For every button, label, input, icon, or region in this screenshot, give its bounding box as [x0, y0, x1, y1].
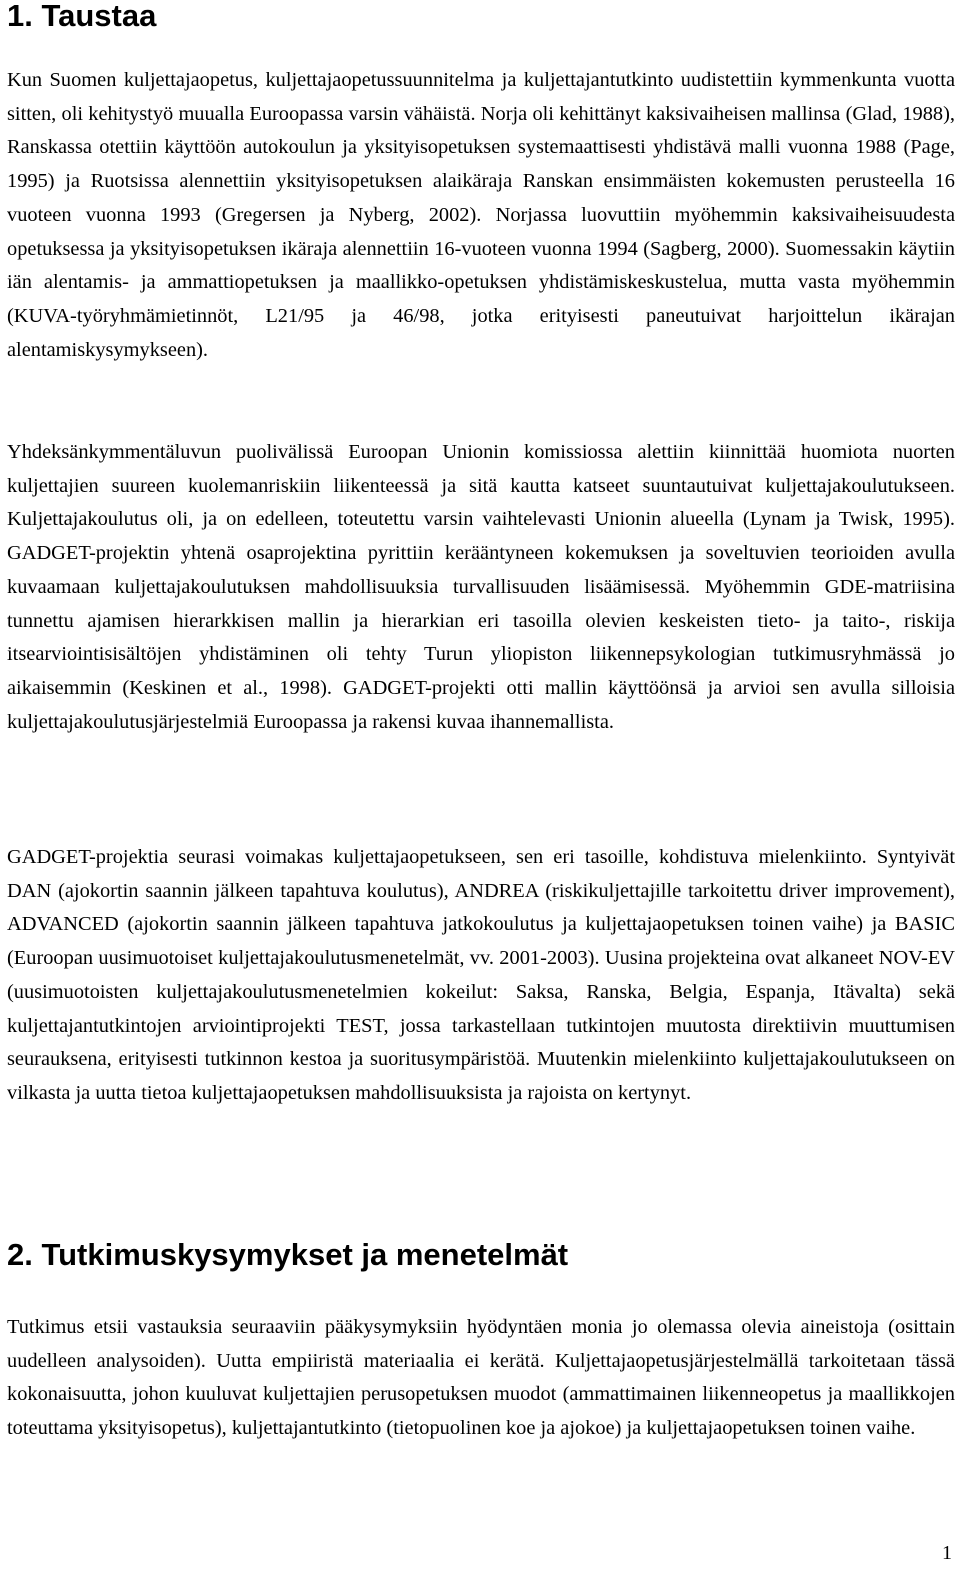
page-number: 1 — [942, 1542, 952, 1564]
section-1-heading: 1. Taustaa — [7, 0, 157, 33]
section-1-paragraph-3: GADGET-projektia seurasi voimakas kuljettajaopetukseen, sen eri tasoille, kohdistuva mielenkiinto. Syntyivät DAN (ajokortin saannin jälkeen tapahtuva koulutus), ANDREA (riskikuljettajille tarkoitettu driver improvement), ADVANCED (ajokortin saannin jälkeen tapahtuva jatkokoulutus ja kuljettajaopetuksen toinen vaihe) ja BASIC (Euroopan uusimuotoiset kuljettajakoulutusmenetelmät, vv. 2001-2003). Uusina projekteina ovat alkaneet NOV-EV (uusimuotoisten kuljettajakoulutusmenetelmien kokeilut: Saksa, Ranska, Belgia, Espanja, Itävalta) sekä kuljettajantutkintojen arviointiprojekti TEST, jossa tarkastellaan tutkintojen muutosta direktiivin muuttumisen seurauksena, erityisesti tutkinnon kestoa ja suoritusympäristöä. Muutenkin mielenkiinto kuljettajakoulutukseen on vilkasta ja uutta tietoa kuljettajaopetuksen mahdollisuuksista ja rajoista on kertynyt. — [7, 846, 955, 1104]
section-2-paragraph-1: Tutkimus etsii vastauksia seuraaviin pääkysymyksiin hyödyntäen monia jo olemassa olevia aineistoja (osittain uudelleen analysoiden). Uutta empiiristä materiaalia ei kerätä. Kuljettajaopetusjärjestelmällä tarkoitetaan tässä kokonaisuutta, johon kuuluvat kuljettajien perusopetuksen muodot (ammattimainen liikenneopetus ja maallikkojen toteuttama yksityisopetus), kuljettajantutkinto (tietopuolinen koe ja ajokoe) ja kuljettajaopetuksen toinen vaihe. — [7, 1316, 955, 1440]
section-1-paragraph-1: Kun Suomen kuljettajaopetus, kuljettajaopetussuunnitelma ja kuljettajantutkinto uudistettiin kymmenkunta vuotta sitten, oli kehitystyö muualla Euroopassa varsin vähäistä. Norja oli kehittänyt kaksivaiheisen mallinsa (Glad, 1988), Ranskassa otettiin käyttöön autokoulun ja yksityisopetuksen systemaattisesti yhdistävä malli vuonna 1988 (Page, 1995) ja Ruotsissa alennettiin yksityisopetuksen alaikäraja Ranskan ensimmäisten kokemusten perusteella 16 vuoteen vuonna 1993 (Gregersen ja Nyberg, 2002). Norjassa luovuttiin myöhemmin kaksivaiheisuudesta opetuksessa ja yksityisopetuksen ikäraja alennettiin 16-vuoteen vuonna 1994 (Sagberg, 2000). Suomessakin käytiin iän alentamis- ja ammattiopetuksen ja maallikko-opetuksen yhdistämiskeskustelua, mutta vasta myöhemmin (KUVA-työryhmämietinnöt, L21/95 ja 46/98, jotka erityisesti paneutuivat harjoittelun ikärajan alentamiskysymykseen). — [7, 69, 955, 361]
section-1-paragraph-2: Yhdeksänkymmentäluvun puolivälissä Euroopan Unionin komissiossa alettiin kiinnittää huomiota nuorten kuljettajien suureen kuolemanriskiin liikenteessä ja sitä kautta katseet suuntautuivat kuljettajakoulutukseen. Kuljettajakoulutus oli, ja on edelleen, toteutettu varsin vaihtelevasti Unionin alueella (Lynam ja Twisk, 1995). GADGET-projektin yhtenä osaprojektina pyrittiin kerääntyneen kokemuksen ja soveltuvien teorioiden avulla kuvaamaan kuljettajakoulutuksen mahdollisuuksia turvallisuuden lisäämisessä. Myöhemmin GDE-matriisina tunnettu ajamisen hierarkkisen mallin ja hierarkian eri tasoilla olevien keskeisten tieto- ja taito-, riskija itsearviointisisältöjen yhdistäminen oli tehty Turun yliopiston liikennepsykologian tutkimusryhmässä jo aikaisemmin (Keskinen et al., 1998). GADGET-projekti otti mallin käyttöönsä ja arvioi sen avulla silloisia kuljettajakoulutusjärjestelmiä Euroopassa ja rakensi kuvaa ihannemallista. — [7, 441, 955, 733]
section-2-heading: 2. Tutkimuskysymykset ja menetelmät — [7, 1237, 569, 1272]
